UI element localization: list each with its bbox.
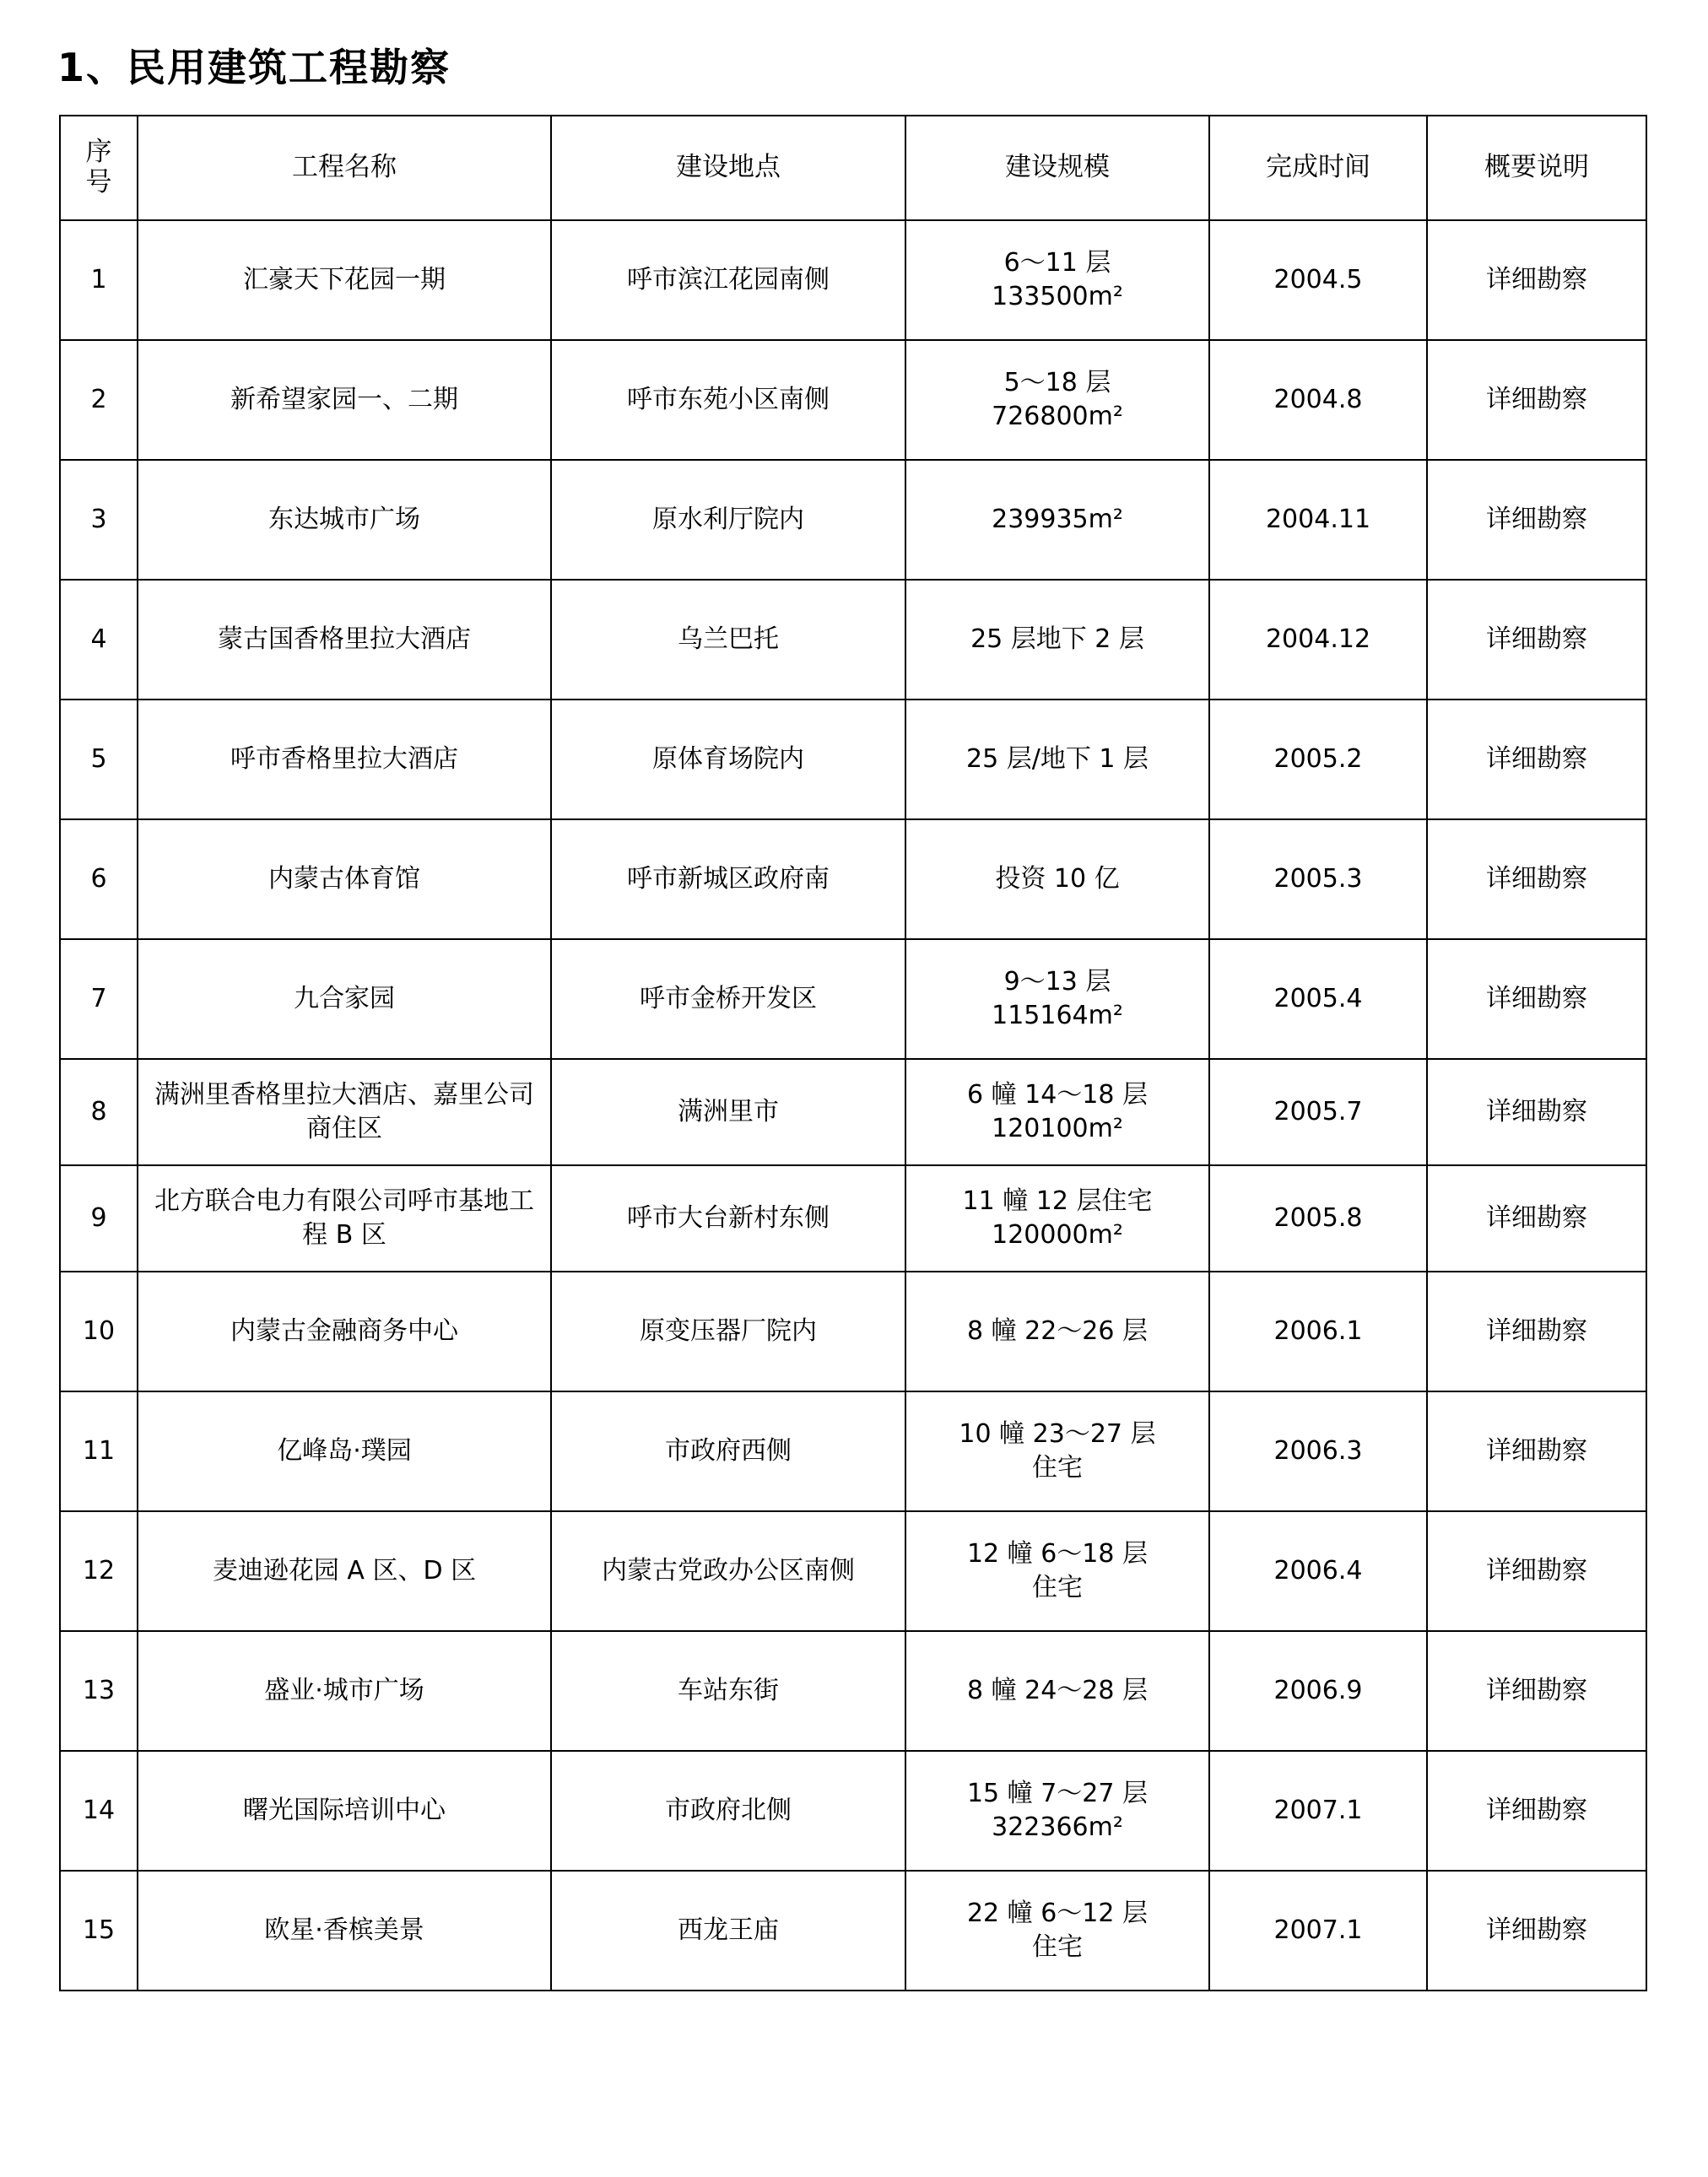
cell-scale-line2: 120000m² bbox=[992, 1220, 1123, 1250]
cell-place: 内蒙古党政办公区南侧 bbox=[551, 1511, 905, 1631]
cell-project-name: 东达城市广场 bbox=[138, 460, 551, 580]
cell-place: 西龙王庙 bbox=[551, 1871, 905, 1991]
cell-scale bbox=[905, 1751, 1209, 1871]
cell-scale-line1: 239935m² bbox=[992, 504, 1123, 534]
cell-scale-line1: 8 幢 24～28 层 bbox=[966, 1675, 1149, 1705]
cell-place: 呼市滨江花园南侧 bbox=[551, 220, 905, 340]
cell-desc: 详细勘察 bbox=[1427, 1391, 1646, 1511]
cell-desc: 详细勘察 bbox=[1427, 700, 1646, 819]
cell-no: 2 bbox=[60, 340, 138, 460]
cell-scale-line1: 10 幢 23～27 层 bbox=[959, 1418, 1156, 1449]
cell-scale-line1: 25 层/地下 1 层 bbox=[966, 743, 1149, 774]
cell-project-name: 内蒙古体育馆 bbox=[138, 819, 551, 939]
cell-place: 呼市新城区政府南 bbox=[551, 819, 905, 939]
cell-no: 12 bbox=[60, 1511, 138, 1631]
table-body bbox=[60, 220, 1646, 1991]
table-row bbox=[60, 1391, 1646, 1511]
column-header-time: 完成时间 bbox=[1209, 116, 1427, 220]
cell-scale bbox=[905, 1871, 1209, 1991]
cell-project-name: 麦迪逊花园 A 区、D 区 bbox=[138, 1511, 551, 1631]
cell-scale-line1: 9～13 层 bbox=[1003, 966, 1111, 997]
cell-scale bbox=[905, 1059, 1209, 1165]
cell-desc: 详细勘察 bbox=[1427, 340, 1646, 460]
cell-project-name: 新希望家园一、二期 bbox=[138, 340, 551, 460]
cell-desc: 详细勘察 bbox=[1427, 460, 1646, 580]
table-row bbox=[60, 1272, 1646, 1391]
column-header-no-line1: 序 bbox=[85, 137, 112, 168]
table-row bbox=[60, 460, 1646, 580]
cell-place: 原水利厅院内 bbox=[551, 460, 905, 580]
table-row bbox=[60, 1751, 1646, 1871]
cell-project-name: 盛业·城市广场 bbox=[138, 1631, 551, 1751]
cell-scale bbox=[905, 1391, 1209, 1511]
cell-scale-line1: 22 幢 6～12 层 bbox=[966, 1898, 1149, 1928]
column-header-no-line2: 号 bbox=[85, 167, 112, 197]
cell-time: 2007.1 bbox=[1209, 1751, 1427, 1871]
cell-project-name: 呼市香格里拉大酒店 bbox=[138, 700, 551, 819]
cell-scale-line2: 住宅 bbox=[1032, 1573, 1083, 1602]
cell-time: 2006.3 bbox=[1209, 1391, 1427, 1511]
cell-place: 车站东街 bbox=[551, 1631, 905, 1751]
cell-place: 满洲里市 bbox=[551, 1059, 905, 1165]
cell-time: 2005.4 bbox=[1209, 939, 1427, 1059]
cell-scale-line2: 住宅 bbox=[1032, 1932, 1083, 1962]
table-row bbox=[60, 700, 1646, 819]
cell-scale bbox=[905, 340, 1209, 460]
cell-place: 市政府北侧 bbox=[551, 1751, 905, 1871]
table-row bbox=[60, 220, 1646, 340]
cell-scale-line1: 8 幢 22～26 层 bbox=[966, 1315, 1149, 1346]
civil-building-survey-table bbox=[59, 115, 1647, 1991]
cell-scale-line1: 11 幢 12 层住宅 bbox=[962, 1186, 1153, 1216]
cell-no: 4 bbox=[60, 580, 138, 700]
table-row bbox=[60, 580, 1646, 700]
cell-time: 2006.4 bbox=[1209, 1511, 1427, 1631]
cell-no: 7 bbox=[60, 939, 138, 1059]
cell-desc: 详细勘察 bbox=[1427, 1272, 1646, 1391]
cell-place: 市政府西侧 bbox=[551, 1391, 905, 1511]
cell-project-name: 汇豪天下花园一期 bbox=[138, 220, 551, 340]
column-header-place: 建设地点 bbox=[551, 116, 905, 220]
cell-desc: 详细勘察 bbox=[1427, 220, 1646, 340]
cell-scale bbox=[905, 1511, 1209, 1631]
cell-time: 2007.1 bbox=[1209, 1871, 1427, 1991]
cell-project-name: 曙光国际培训中心 bbox=[138, 1751, 551, 1871]
cell-no: 1 bbox=[60, 220, 138, 340]
column-header-no bbox=[60, 116, 138, 220]
cell-scale bbox=[905, 939, 1209, 1059]
cell-time: 2006.9 bbox=[1209, 1631, 1427, 1751]
cell-project-name: 亿峰岛·璞园 bbox=[138, 1391, 551, 1511]
cell-time: 2005.3 bbox=[1209, 819, 1427, 939]
cell-project-name: 内蒙古金融商务中心 bbox=[138, 1272, 551, 1391]
cell-no: 9 bbox=[60, 1165, 138, 1272]
cell-project-name: 北方联合电力有限公司呼市基地工程 B 区 bbox=[138, 1165, 551, 1272]
cell-scale bbox=[905, 460, 1209, 580]
cell-desc: 详细勘察 bbox=[1427, 1511, 1646, 1631]
table-row bbox=[60, 819, 1646, 939]
cell-place: 乌兰巴托 bbox=[551, 580, 905, 700]
cell-no: 14 bbox=[60, 1751, 138, 1871]
cell-no: 11 bbox=[60, 1391, 138, 1511]
cell-time: 2005.2 bbox=[1209, 700, 1427, 819]
cell-scale bbox=[905, 580, 1209, 700]
cell-no: 10 bbox=[60, 1272, 138, 1391]
cell-time: 2004.8 bbox=[1209, 340, 1427, 460]
table-row bbox=[60, 1871, 1646, 1991]
cell-scale-line1: 6～11 层 bbox=[1003, 247, 1111, 278]
cell-scale-line1: 6 幢 14～18 层 bbox=[966, 1079, 1149, 1110]
cell-scale-line1: 12 幢 6～18 层 bbox=[966, 1538, 1149, 1569]
cell-time: 2004.5 bbox=[1209, 220, 1427, 340]
column-header-desc: 概要说明 bbox=[1427, 116, 1646, 220]
cell-place: 呼市金桥开发区 bbox=[551, 939, 905, 1059]
cell-project-name: 欧星·香槟美景 bbox=[138, 1871, 551, 1991]
table-row bbox=[60, 1631, 1646, 1751]
cell-no: 5 bbox=[60, 700, 138, 819]
table-row bbox=[60, 939, 1646, 1059]
cell-scale bbox=[905, 1272, 1209, 1391]
cell-project-name: 蒙古国香格里拉大酒店 bbox=[138, 580, 551, 700]
cell-scale bbox=[905, 1165, 1209, 1272]
cell-no: 6 bbox=[60, 819, 138, 939]
cell-time: 2006.1 bbox=[1209, 1272, 1427, 1391]
cell-time: 2005.7 bbox=[1209, 1059, 1427, 1165]
cell-no: 8 bbox=[60, 1059, 138, 1165]
table-header-row bbox=[60, 116, 1646, 220]
column-header-scale: 建设规模 bbox=[905, 116, 1209, 220]
cell-place: 原变压器厂院内 bbox=[551, 1272, 905, 1391]
cell-time: 2004.11 bbox=[1209, 460, 1427, 580]
cell-scale bbox=[905, 220, 1209, 340]
table-row bbox=[60, 1059, 1646, 1165]
table-row bbox=[60, 1511, 1646, 1631]
cell-scale-line2: 115164m² bbox=[992, 1001, 1123, 1030]
cell-scale-line1: 投资 10 亿 bbox=[995, 863, 1120, 894]
cell-place: 呼市大台新村东侧 bbox=[551, 1165, 905, 1272]
cell-desc: 详细勘察 bbox=[1427, 819, 1646, 939]
cell-no: 3 bbox=[60, 460, 138, 580]
cell-desc: 详细勘察 bbox=[1427, 1751, 1646, 1871]
column-header-name: 工程名称 bbox=[138, 116, 551, 220]
cell-scale-line1: 25 层地下 2 层 bbox=[970, 624, 1144, 654]
cell-scale-line1: 15 幢 7～27 层 bbox=[966, 1778, 1149, 1808]
cell-scale bbox=[905, 1631, 1209, 1751]
cell-scale-line2: 住宅 bbox=[1032, 1453, 1083, 1483]
page-title: 1、民用建筑工程勘察 bbox=[57, 45, 451, 90]
cell-scale bbox=[905, 819, 1209, 939]
cell-place: 呼市东苑小区南侧 bbox=[551, 340, 905, 460]
table-header bbox=[60, 116, 1646, 220]
cell-scale-line1: 5～18 层 bbox=[1003, 367, 1111, 397]
cell-scale bbox=[905, 700, 1209, 819]
cell-desc: 详细勘察 bbox=[1427, 1059, 1646, 1165]
cell-no: 15 bbox=[60, 1871, 138, 1991]
cell-scale-line2: 726800m² bbox=[992, 402, 1123, 431]
cell-desc: 详细勘察 bbox=[1427, 580, 1646, 700]
cell-desc: 详细勘察 bbox=[1427, 939, 1646, 1059]
cell-project-name: 九合家园 bbox=[138, 939, 551, 1059]
cell-scale-line2: 322366m² bbox=[992, 1812, 1123, 1842]
cell-time: 2005.8 bbox=[1209, 1165, 1427, 1272]
cell-project-name: 满洲里香格里拉大酒店、嘉里公司商住区 bbox=[138, 1059, 551, 1165]
cell-scale-line2: 133500m² bbox=[992, 282, 1123, 311]
cell-place: 原体育场院内 bbox=[551, 700, 905, 819]
table-row bbox=[60, 1165, 1646, 1272]
table-row bbox=[60, 340, 1646, 460]
cell-time: 2004.12 bbox=[1209, 580, 1427, 700]
cell-desc: 详细勘察 bbox=[1427, 1165, 1646, 1272]
cell-no: 13 bbox=[60, 1631, 138, 1751]
cell-scale-line2: 120100m² bbox=[992, 1114, 1123, 1143]
cell-desc: 详细勘察 bbox=[1427, 1871, 1646, 1991]
cell-desc: 详细勘察 bbox=[1427, 1631, 1646, 1751]
